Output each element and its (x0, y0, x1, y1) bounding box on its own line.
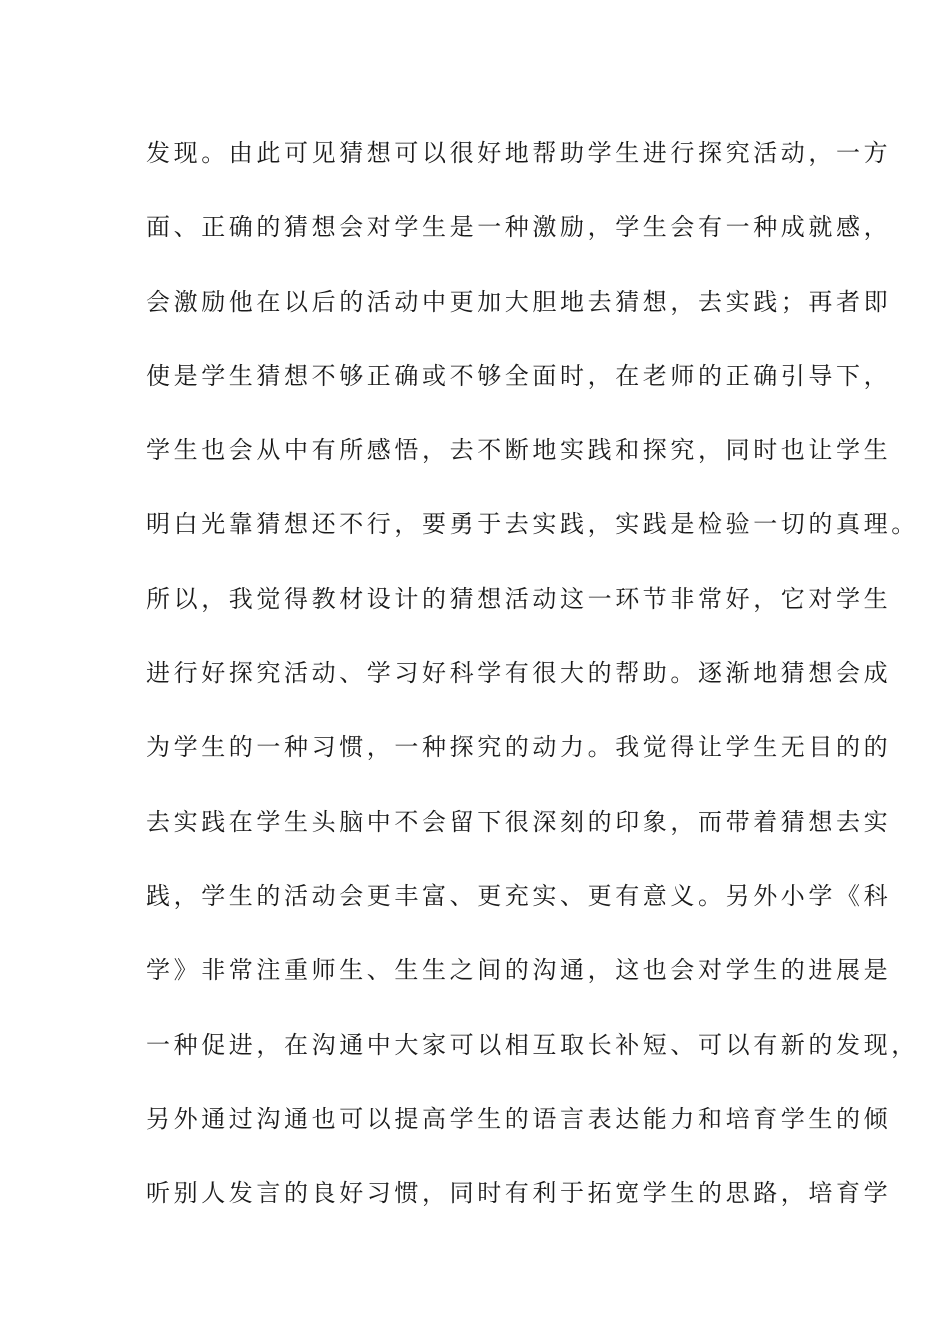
text-line-13: 一种促进，在沟通中大家可以相互取长补短、可以有新的发现， (146, 1030, 919, 1059)
text-line-11: 践，学生的活动会更丰富、更充实、更有意义。另外小学《科 (146, 881, 892, 910)
text-line-4: 使是学生猜想不够正确或不够全面时，在老师的正确引导下， (146, 361, 892, 390)
body-text (146, 130, 919, 1244)
text-line-15: 听别人发言的良好习惯，同时有利于拓宽学生的思路，培育学 (146, 1179, 892, 1208)
text-line-7: 所以，我觉得教材设计的猜想活动这一环节非常好，它对学生 (146, 584, 892, 613)
text-line-14: 另外通过沟通也可以提高学生的语言表达能力和培育学生的倾 (146, 1104, 892, 1133)
text-line-3: 会激励他在以后的活动中更加大胆地去猜想，去实践；再者即 (146, 287, 892, 316)
text-line-5: 学生也会从中有所感悟，去不断地实践和探究，同时也让学生 (146, 436, 892, 465)
text-line-2: 面、正确的猜想会对学生是一种激励，学生会有一种成就感， (146, 213, 892, 242)
text-line-1: 发现。由此可见猜想可以很好地帮助学生进行探究活动，一方 (146, 139, 892, 167)
text-line-6: 明白光靠猜想还不行，要勇于去实践，实践是检验一切的真理。 (146, 510, 919, 539)
text-line-9: 为学生的一种习惯，一种探究的动力。我觉得让学生无目的的 (146, 733, 892, 762)
text-line-12: 学》非常注重师生、生生之间的沟通，这也会对学生的进展是 (146, 956, 892, 985)
text-line-10: 去实践在学生头脑中不会留下很深刻的印象，而带着猜想去实 (146, 807, 892, 836)
text-line-8: 进行好探究活动、学习好科学有很大的帮助。逐渐地猜想会成 (146, 659, 892, 688)
